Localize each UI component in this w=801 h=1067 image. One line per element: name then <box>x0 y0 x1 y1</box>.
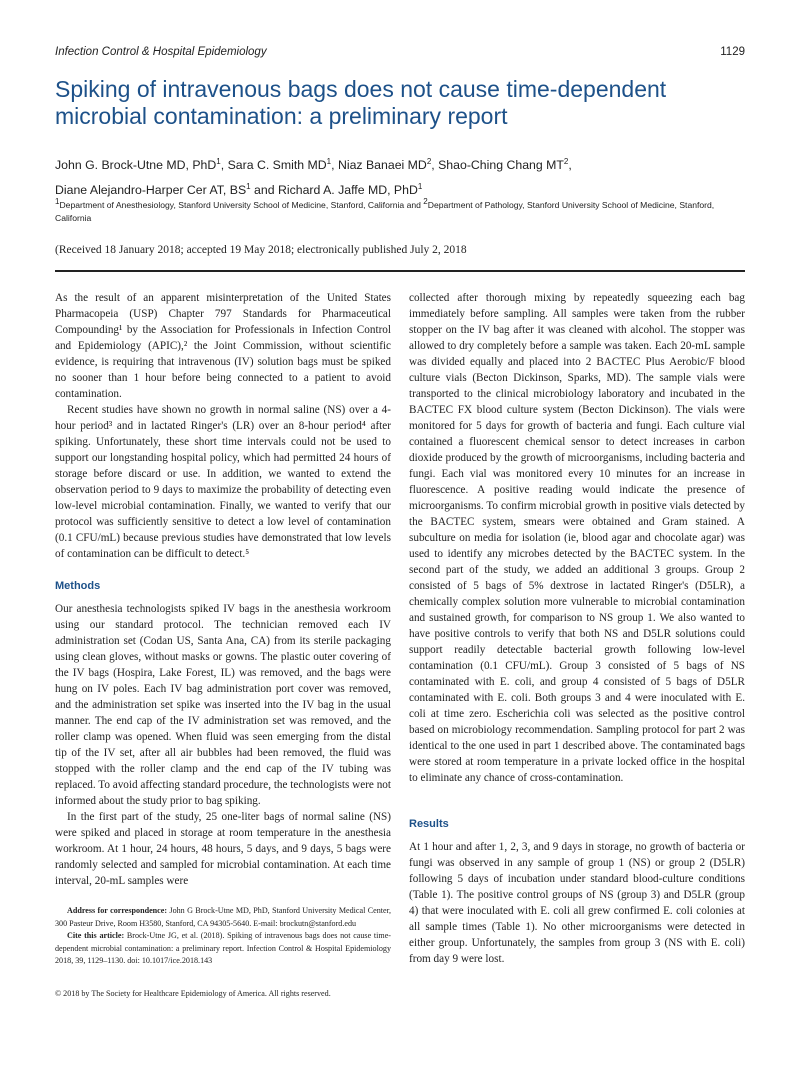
paragraph: collected after thorough mixing by repeatedly squeezing each bag immediately before sampling. All samples were taken from the rubber stopper on the IV bag after it was cleaned with alcohol. The stopper was allowed to dry completely before a sample was taken. Each 20-mL sample was divided equally and placed into 2 BACTEC Plus Aerobic/F blood culture vials (Becton Dickinson, Sparks, MD). The sample vials were transported to the clinical microbiology laboratory and incubated in the BACTEC FX blood culture system (Becton Dickinson). The vials were monitored for 5 days for growth of bacteria and fungi. Each culture vial contained a fluorescent chemical sensor to detect increases in carbon dioxide produced by the growth of microorganisms, including bacteria and fungi. Each vial was monitored every 10 minutes for an increase in fluorescence. A positive reading would indicate the presence of microorganisms. To confirm microbial growth in positive vials detected by the BACTEC system, smears were obtained and Gram stained. A subculture on media for isolation (ie, blood agar and chocolate agar) was used to identify any microbes detected by the BACTEC system. In the second part of the study, we added an additional 3 groups. Group 2 consisted of 5 bags of 5% dextrose in lactated Ringer's (D5LR), a chemically complex solution more vulnerable to microbial contamination and sustained growth, for comparison to NS group 1. We also wanted to have positive controls to verify that both NS and D5LR solutions could support readily detectable bacterial growth following low-level contamination (0.1 CFU/mL). Group 3 consisted of 5 bags of NS contaminated with E. coli, and group 4 consisted of 5 bags of D5LR contaminated with E. coli. Both groups 3 and 4 were inoculated with E. coli at time zero. Escherichia coli was selected as the positive control based on microbiology recommendation. Sampling protocol for part 2 was identical to the one used in part 1 described above. The contaminated bags were stored at room temperature in a private locked office in the hospital to eliminate any chance of cross-contamination. <box>409 292 745 784</box>
affiliation-marker: 2 <box>426 157 432 166</box>
correspondence-text: John G Brock-Utne MD, PhD, Stanford University Medical Center, 300 Pasteur Drive, Room H3580, Stanford, CA 94305-5640. E-mail: brockutn@stanford.edu <box>55 906 392 928</box>
correspondence-label: Address for correspondence: <box>67 906 168 915</box>
right-column <box>409 290 745 967</box>
affiliation-marker: 1 <box>417 182 423 192</box>
divider <box>55 270 745 272</box>
affiliation-marker: 1 <box>216 157 221 166</box>
journal-running-head: Infection Control & Hospital Epidemiology <box>55 46 267 58</box>
author: Richard A. Jaffe MD, PhD <box>277 183 418 198</box>
affiliations: $^1$Department of Anesthesiology, Stanford University School of Medicine, Stanford, California and $^2$Department of Pathology, Stanford University School of Medicine, Stanford, California <box>55 197 715 223</box>
paragraph: Our anesthesia technologists spiked IV bags in the anesthesia workroom using our standard protocol. The technician removed each IV administration set (Codan US, Santa Ana, CA) from its sterile packaging using clean gloves, without masks or gowns. The plastic outer covering of the IV bags (Hospira, Lake Forest, IL) was removed, and the bags were hung on IV poles. Each IV bag administration port cover was removed, and the administration set spike was inserted into the IV bag in the usual manner. The end cap of the IV administration set was removed, and the roller clamp was opened. When fluid was seen emerging from the distal tip of the IV set, after all air bubbles had been removed, the fluid was stopped with the roller clamp and the end cap of the IV tubing was replaced. To avoid affecting standard procedure, the technologists were not informed about the study prior to bag spiking. <box>55 603 391 807</box>
citation-label: Cite this article: <box>67 931 125 940</box>
affiliation-marker: 1 <box>326 157 332 166</box>
paragraph: Recent studies have shown no growth in normal saline (NS) over a 4-hour period³ and in lactated Ringer's (LR) over an 8-hour period⁴ after spiking. Unfortunately, these short time intervals could not be used to support our longstanding hospital policy, which had permitted 24 hours of storage before discard or use. In addition, we wanted to extend the observation period to 9 days to maximize the probability of detecting even low-level microbial contamination. Finally, we wanted to verify that our protocol was sufficiently sensitive to detect a low level of contamination (0.1 CFU/mL) because previous studies have demonstrated that low levels of contamination can be difficult to detect.⁵ <box>55 404 391 560</box>
paragraph: As the result of an apparent misinterpretation of the United States Pharmacopeia (USP) Chapter 797 Standards for Pharmaceutical Compounding¹ by the Association for Professionals in Infection Control and Epidemiology (APIC),² the Joint Commission, without scientific evidence, is requiring that intravenous (IV) solution bags must be spiked no sooner than 1 hour before being connected to a patient to avoid contamination. <box>55 292 391 400</box>
author: Diane Alejandro-Harper Cer AT, BS <box>55 183 247 198</box>
affiliation-marker: 1 <box>246 182 251 192</box>
received-dates: (Received 18 January 2018; accepted 19 May 2018; electronically published July 2, 2018 <box>55 244 467 256</box>
author: Niaz Banaei MD <box>337 158 427 173</box>
author: John G. Brock-Utne MD, PhD <box>55 158 217 173</box>
paragraph: At 1 hour and after 1, 2, 3, and 9 days in storage, no growth of bacteria or fungi was observed in any sample of group 1 (NS) or group 2 (D5LR) following 5 days of incubation under standard blood-culture conditions (Table 1). The positive control groups of NS (group 3) and D5LR (group 4) that were inoculated with E. coli all grew confirmed E. coli colonies at all sample times (Table 1). No other microorganisms were detected in either group. Unfortunately, the samples from group 3 (NS with E. coli) from day 9 were lost. <box>409 841 745 965</box>
page-number: 1129 <box>720 46 745 58</box>
citation-text: Brock-Utne JG, et al. (2018). Spiking of intravenous bags does not cause time-dependent microbial contamination: a preliminary report. Infection Control & Hospital Epidemiology 2018, 39, 1129–1130. doi: 10.1017/ice.2018.143 <box>55 931 391 965</box>
article-title: Spiking of intravenous bags does not cause time-dependent microbial contamination: a preliminary report <box>55 76 667 129</box>
copyright: © 2018 by The Society for Healthcare Epidemiology of America. All rights reserved. <box>55 989 331 998</box>
footnotes <box>55 905 391 968</box>
author: Shao-Ching Chang MT <box>438 158 564 173</box>
paragraph: In the first part of the study, 25 one-liter bags of normal saline (NS) were spiked and placed in storage at room temperature in the anesthesia workroom. At 1 hour, 24 hours, 48 hours, 5 days, and 9 days, 5 bags were randomly selected and sampled for microbial contamination. At each time interval, 20-mL samples were <box>55 811 391 887</box>
left-column <box>55 290 391 889</box>
affiliation-marker: 2 <box>563 157 569 166</box>
affiliation-1: Department of Anesthesiology, Stanford University School of Medicine, Stanford, California and <box>59 199 424 210</box>
section-heading-methods: Methods <box>55 580 101 592</box>
affiliation-2: Department of Pathology, Stanford University School of Medicine, Stanford, California <box>55 199 715 223</box>
author-list: John G. Brock-Utne MD, PhD$^1$, Sara C. Smith $MD^1$, Niaz Banaei $MD^2$, Shao-Ching Chang $MT^2$, Diane Alejandro-Harper Cer AT, $BS^1$ and Richard A. Jaffe MD, PhD$^1$ <box>55 157 572 198</box>
section-heading-results: Results <box>409 818 449 830</box>
author: Sara C. Smith MD <box>227 158 327 173</box>
